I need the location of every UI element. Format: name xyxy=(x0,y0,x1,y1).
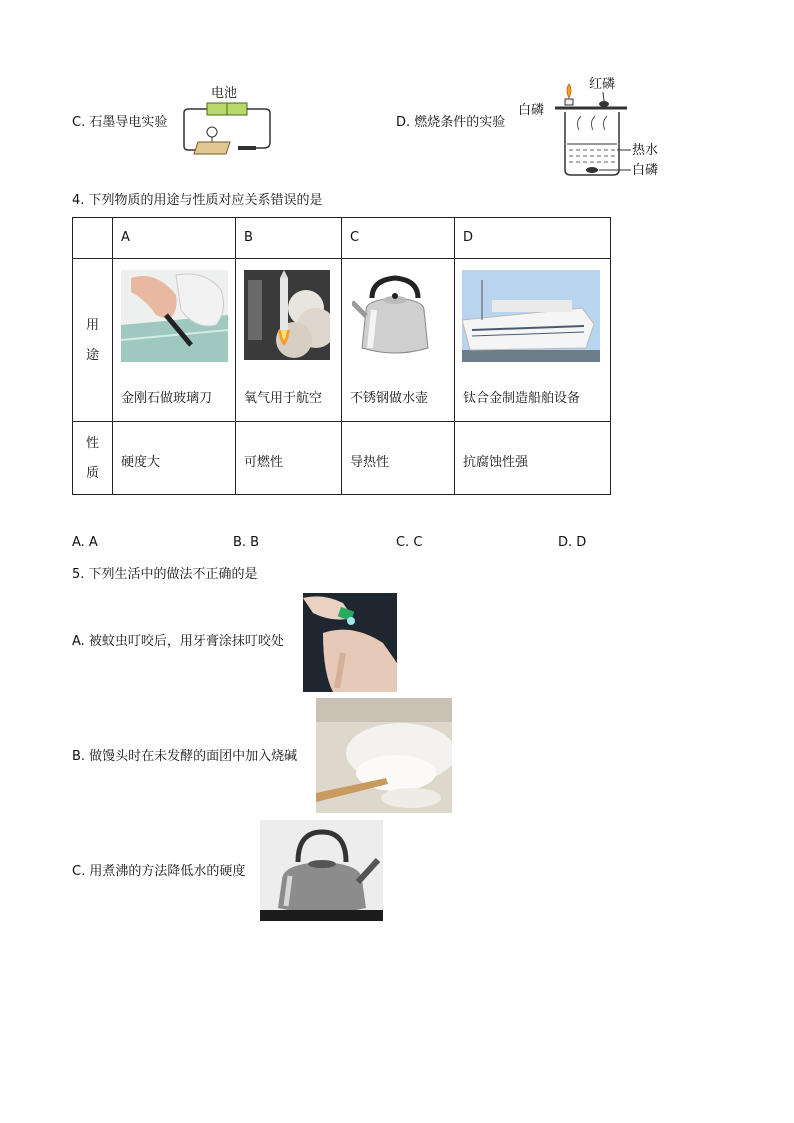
use-d: 钛合金制造船舶设备 xyxy=(463,391,581,406)
q4-choice-c[interactable]: C. C xyxy=(396,535,423,550)
white-phosphorus-top-label: 白磷 xyxy=(518,103,545,118)
white-phosphorus-bottom-label: 白磷 xyxy=(632,163,659,178)
use-c: 不锈钢做水壶 xyxy=(350,391,429,406)
prop-cell-d: 抗腐蚀性强 xyxy=(455,422,611,495)
graphite-circuit-diagram xyxy=(180,80,275,162)
q4-choice-a[interactable]: A. A xyxy=(72,535,98,550)
header-cell-b: B xyxy=(236,218,342,259)
q3-option-d: D. 燃烧条件的实验 xyxy=(396,115,506,130)
use-cell-b xyxy=(236,259,342,422)
use-cell-a xyxy=(113,259,236,422)
q4-choice-b[interactable]: B. B xyxy=(233,535,260,550)
prop-cell-b: 可燃性 xyxy=(236,422,342,495)
prop-cell-c: 导热性 xyxy=(342,422,455,495)
use-cell-d xyxy=(455,259,611,422)
q4-question: 4. 下列物质的用途与性质对应关系错误的是 xyxy=(72,193,323,208)
q5-question: 5. 下列生活中的做法不正确的是 xyxy=(72,567,258,582)
flour-photo xyxy=(316,698,452,813)
header-cell-c: C xyxy=(342,218,455,259)
use-b: 氧气用于航空 xyxy=(244,391,323,406)
toothpaste-on-skin-photo xyxy=(303,593,397,692)
use-cell-c xyxy=(342,259,455,422)
table-use-row xyxy=(73,259,611,422)
q3-option-c: C. 石墨导电实验 xyxy=(72,115,168,130)
q5-option-c[interactable]: C. 用煮沸的方法降低水的硬度 xyxy=(72,864,246,879)
header-cell-d: D xyxy=(455,218,611,259)
battery-label: 电池 xyxy=(211,86,238,101)
table-property-row xyxy=(73,422,611,495)
hot-water-label: 热水 xyxy=(632,143,659,158)
q4-table xyxy=(72,217,611,495)
prop-cell-a: 硬度大 xyxy=(113,422,236,495)
use-a: 金刚石做玻璃刀 xyxy=(121,391,213,406)
boiling-kettle-photo xyxy=(260,820,383,921)
header-cell-a: A xyxy=(113,218,236,259)
q5-option-a[interactable]: A. 被蚊虫叮咬后，用牙膏涂抹叮咬处 xyxy=(72,634,284,649)
red-phosphorus-label: 红磷 xyxy=(589,77,616,92)
glass-cutter-photo xyxy=(121,270,228,362)
table-corner-cell xyxy=(73,218,113,259)
table-header-row xyxy=(73,218,611,259)
q5-option-b[interactable]: B. 做馒头时在未发酵的面团中加入烧碱 xyxy=(72,749,298,764)
property-row-label: 性质 xyxy=(73,422,113,495)
combustion-experiment-diagram xyxy=(515,72,665,182)
rocket-launch-photo xyxy=(244,270,330,360)
q4-choice-d[interactable]: D. D xyxy=(558,535,587,550)
kettle-photo xyxy=(352,270,438,360)
ship-photo xyxy=(462,270,600,362)
use-row-label: 用途 xyxy=(73,259,113,422)
